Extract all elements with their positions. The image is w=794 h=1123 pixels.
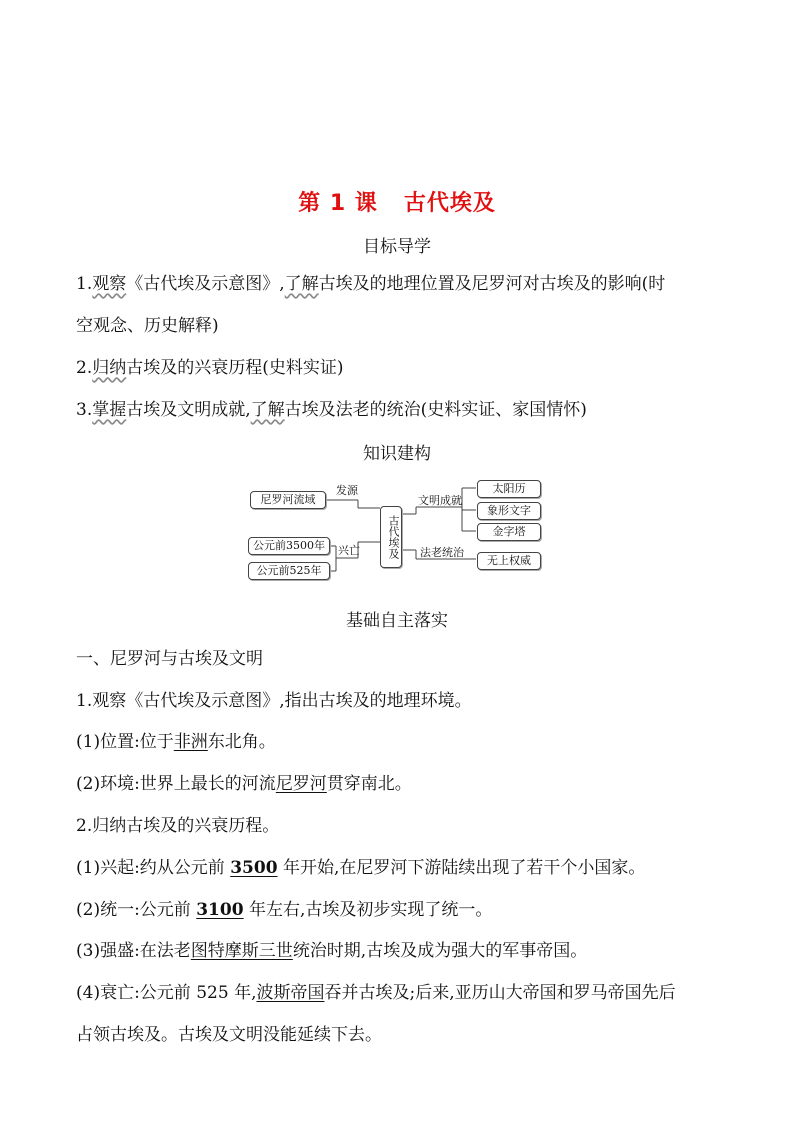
answer-blank: 图特摩斯三世 [190,941,293,961]
answer-1-environment: (2)环境:世界上最长的河流尼罗河贯穿南北。 [76,774,412,794]
section-structure-heading: 知识建构 [363,444,431,464]
section-basics-heading: 基础自主落实 [346,611,448,631]
goal-1-line-1: 1.观察《古代埃及示意图》,了解古埃及的地理位置及尼罗河对古埃及的影响(时 [76,274,666,294]
lesson-number: 第 1 课 [298,191,378,216]
box-pyramids: 金字塔 [477,523,541,541]
box-supreme-authority: 无上权威 [477,552,541,570]
box-solar-calendar: 太阳历 [477,480,541,498]
answer-blank: 3500 [230,858,278,878]
knowledge-diagram [240,474,550,586]
label-pharaoh-rule: 法老统治 [420,546,464,559]
question-1: 1.观察《古代埃及示意图》,指出古埃及的地理环境。 [76,691,472,711]
lesson-title [0,186,794,217]
answer-1-location: (1)位置:位于非洲东北角。 [76,732,276,752]
answer-2-decline-line-2: 占领古埃及。古埃及文明没能延续下去。 [76,1025,382,1045]
label-origin: 发源 [336,484,358,497]
box-525bc: 公元前525年 [248,562,330,580]
answer-2-unification: (2)统一:公元前 3100 年左右,古埃及初步实现了统一。 [76,900,493,920]
box-hieroglyphs: 象形文字 [477,502,541,520]
label-achievements: 文明成就 [418,494,462,507]
answer-2-decline-line-1: (4)衰亡:公元前 525 年,波斯帝国吞并古埃及;后来,亚历山大帝国和罗马帝国先后 [76,983,676,1003]
lesson-name: 古代埃及 [403,191,496,216]
answer-2-rise: (1)兴起:约从公元前 3500 年开始,在尼罗河下游陆续出现了若干个小国家。 [76,858,646,878]
answer-blank: 尼罗河 [275,774,327,794]
goal-2: 2.归纳古埃及的兴衰历程(史料实证) [76,358,344,378]
label-rise-fall: 兴亡 [338,544,360,557]
goal-1-line-2: 空观念、历史解释) [76,316,219,336]
box-nile-basin: 尼罗河流域 [250,491,326,509]
answer-blank: 3100 [196,900,244,920]
answer-2-prosperity: (3)强盛:在法老图特摩斯三世统治时期,古埃及成为强大的军事帝国。 [76,941,588,961]
goal-3: 3.掌握古埃及文明成就,了解古埃及法老的统治(史料实证、家国情怀) [76,400,587,420]
box-3500bc: 公元前3500年 [248,537,330,555]
section-goals-heading: 目标导学 [363,237,431,257]
answer-blank: 波斯帝国 [256,983,325,1003]
heading-nile-and-civilization: 一、尼罗河与古埃及文明 [76,649,263,669]
center-box-ancient-egypt: 古代埃及 [380,506,402,568]
answer-blank: 非洲 [173,732,208,752]
question-2: 2.归纳古埃及的兴衰历程。 [76,816,280,836]
